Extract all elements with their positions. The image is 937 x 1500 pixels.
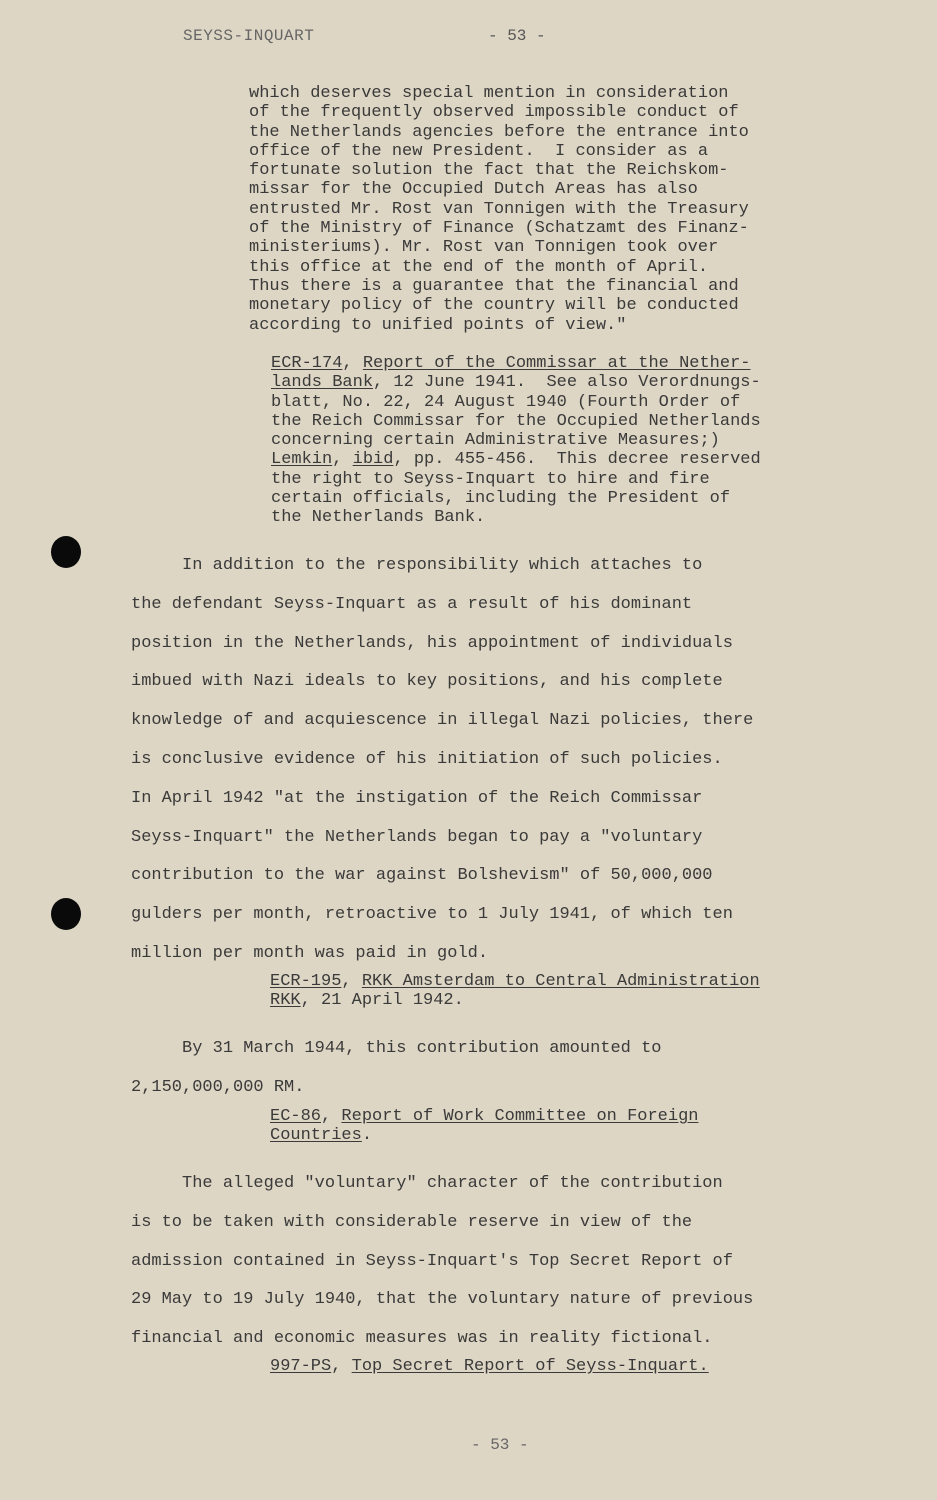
punch-hole xyxy=(51,536,81,568)
paragraph-line: contribution to the war against Bolshevism" of 50,000,000 xyxy=(131,866,713,886)
paragraph-line: financial and economic measures was in reality fictional. xyxy=(131,1329,713,1349)
citation-text: , 12 June 1941. See also Verordnungs- xyxy=(373,373,761,393)
paragraph-line: knowledge of and acquiescence in illegal Nazi policies, there xyxy=(131,711,754,731)
paragraph-line: 29 May to 19 July 1940, that the voluntary nature of previous xyxy=(131,1290,754,1310)
punch-hole xyxy=(51,898,81,930)
paragraph-line: 2,150,000,000 RM. xyxy=(131,1077,305,1097)
footer-page-number: - 53 - xyxy=(471,1436,529,1454)
quote-line: this office at the end of the month of April. xyxy=(249,257,709,277)
citation-title: Top Secret Report of Seyss-Inquart. xyxy=(351,1357,709,1376)
quote-line: entrusted Mr. Rost van Tonnigen with the Treasury xyxy=(249,199,749,219)
citation-text: concerning certain Administrative Measures;) xyxy=(271,431,720,451)
body-paragraph xyxy=(131,1030,662,1108)
citation-text: the Netherlands Bank. xyxy=(271,508,486,528)
quote-line: the Netherlands agencies before the entrance into xyxy=(249,122,749,142)
citation-ecr-195: ECR-195, RKK Amsterdam to Central Administration RKK, 21 April 1942. xyxy=(270,972,760,1011)
paragraph-line: Seyss-Inquart" the Netherlands began to pay a "voluntary xyxy=(131,827,703,847)
quote-line: of the Ministry of Finance (Schatzamt des Finanz- xyxy=(249,219,749,239)
quote-line: ministeriums). Mr. Rost van Tonnigen took over xyxy=(249,238,719,258)
paragraph-line: is to be taken with considerable reserve in view of the xyxy=(131,1212,693,1232)
quote-line: Thus there is a guarantee that the financial and xyxy=(249,276,739,296)
citation-ref: 997-PS xyxy=(270,1357,332,1376)
quote-line: which deserves special mention in consideration xyxy=(249,84,729,103)
paragraph-line: In addition to the responsibility which attaches to xyxy=(131,556,703,575)
header-defendant-name: SEYSS-INQUART xyxy=(183,27,315,45)
body-paragraph xyxy=(131,1165,753,1359)
quote-line: of the frequently observed impossible conduct of xyxy=(249,103,739,123)
paragraph-line: The alleged "voluntary" character of the contribution xyxy=(131,1174,723,1193)
quote-line: missar for the Occupied Dutch Areas has also xyxy=(249,180,698,200)
citation-997-ps: 997-PS, Top Secret Report of Seyss-Inquart. xyxy=(270,1357,709,1376)
citation-ec-86: EC-86, Report of Work Committee on Foreign Countries. xyxy=(270,1107,699,1146)
quote-line: according to unified points of view." xyxy=(249,315,627,335)
citation-text: certain officials, including the President of xyxy=(271,489,731,509)
citation-title: Report of the Commissar at the Nether- xyxy=(362,354,751,373)
citation-title: Report of Work Committee on Foreign xyxy=(341,1107,699,1126)
citation-ibid: ibid xyxy=(352,450,394,470)
citation-ecr-174: ECR-174, Report of the Commissar at the Nether- lands Bank, 12 June 1941. See also Verordnungs- blatt, No. 22, 24 August 1940 (Fourth Order of the Reich Commissar for the Occupied Netherlands concerning certain Administrative Measures;) Lemkin, ibid, pp. 455-456. This decree reserved the right to Seyss-Inquart to hire and fire certain officials, including the President of the Netherlands Bank. xyxy=(271,354,761,528)
quoted-passage xyxy=(249,84,749,335)
citation-title-cont: Countries xyxy=(270,1126,362,1146)
citation-text: , 21 April 1942. xyxy=(300,991,464,1011)
paragraph-line: gulders per month, retroactive to 1 July 1941, of which ten xyxy=(131,905,733,925)
citation-text: the right to Seyss-Inquart to hire and fire xyxy=(271,469,710,489)
citation-author: Lemkin xyxy=(271,450,333,470)
citation-text: the Reich Commissar for the Occupied Netherlands xyxy=(271,411,761,431)
paragraph-line: position in the Netherlands, his appointment of individuals xyxy=(131,633,733,653)
paragraph-line: is conclusive evidence of his initiation of such policies. xyxy=(131,749,723,769)
citation-text: . xyxy=(361,1126,373,1146)
quote-line: office of the new President. I consider as a xyxy=(249,141,709,161)
citation-ref: ECR-195 xyxy=(270,972,342,991)
paragraph-line: million per month was paid in gold. xyxy=(131,943,489,963)
paragraph-line: the defendant Seyss-Inquart as a result of his dominant xyxy=(131,594,693,614)
quote-line: fortunate solution the fact that the Reichskom- xyxy=(249,161,729,181)
citation-text: , pp. 455-456. This decree reserved xyxy=(393,450,761,470)
paragraph-line: In April 1942 "at the instigation of the Reich Commissar xyxy=(131,788,703,808)
quote-line: monetary policy of the country will be conducted xyxy=(249,296,739,316)
citation-ref: ECR-174 xyxy=(271,354,343,373)
citation-title-cont: lands Bank xyxy=(271,373,374,393)
paragraph-line: imbued with Nazi ideals to key positions, and his complete xyxy=(131,672,723,692)
body-paragraph xyxy=(131,547,753,974)
citation-title: RKK Amsterdam to Central Administration xyxy=(361,972,760,991)
paragraph-line: admission contained in Seyss-Inquart's Top Secret Report of xyxy=(131,1251,733,1271)
header-page-number: - 53 - xyxy=(488,27,546,45)
citation-ref: EC-86 xyxy=(270,1107,322,1126)
paragraph-line: By 31 March 1944, this contribution amounted to xyxy=(131,1039,662,1058)
citation-text: blatt, No. 22, 24 August 1940 (Fourth Order of xyxy=(271,392,741,412)
citation-title-cont: RKK xyxy=(270,991,301,1011)
